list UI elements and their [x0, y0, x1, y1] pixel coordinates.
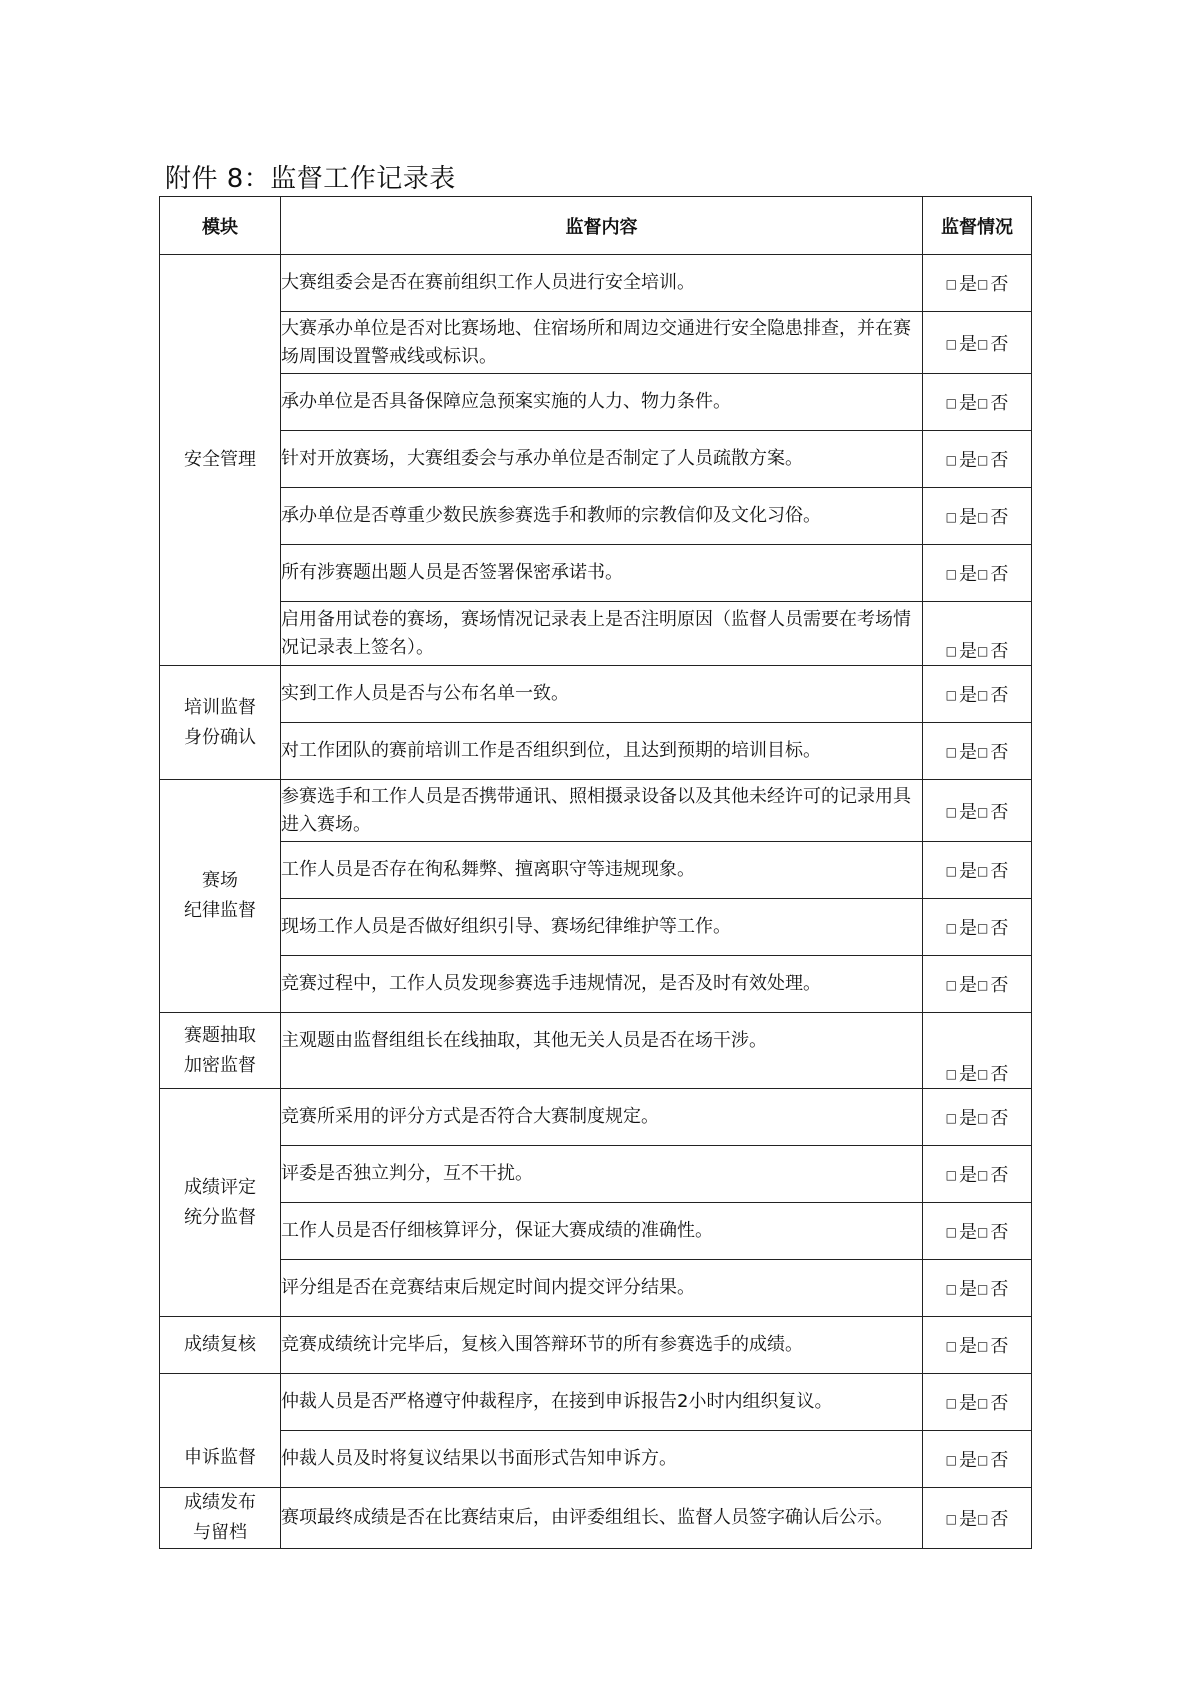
row-content: 竞赛过程中，工作人员发现参赛选手违规情况，是否及时有效处理。 — [281, 956, 923, 1013]
no-checkbox[interactable]: □ — [977, 396, 989, 410]
table-row — [160, 431, 1032, 488]
yes-checkbox[interactable]: □ — [945, 510, 957, 524]
no-checkbox[interactable]: □ — [977, 921, 989, 935]
status-cell: □ 是□ 否 — [923, 1488, 1032, 1549]
header-content: 监督内容 — [281, 197, 923, 255]
status-cell: □ 是□ 否 — [923, 842, 1032, 899]
row-content: 仲裁人员及时将复议结果以书面形式告知申诉方。 — [281, 1431, 923, 1488]
module-publish: 成绩发布 与留档 — [160, 1488, 281, 1549]
status-cell: □ 是□ 否 — [923, 666, 1032, 723]
table-row — [160, 1146, 1032, 1203]
module-topic: 赛题抽取 加密监督 — [160, 1013, 281, 1089]
header-module: 模块 — [160, 197, 281, 255]
header-status: 监督情况 — [923, 197, 1032, 255]
no-checkbox[interactable]: □ — [977, 1453, 989, 1467]
module-training: 培训监督 身份确认 — [160, 666, 281, 780]
row-content: 评委是否独立判分，互不干扰。 — [281, 1146, 923, 1203]
status-cell: □ 是□ 否 — [923, 1203, 1032, 1260]
table-row — [160, 1374, 1032, 1431]
yes-checkbox[interactable]: □ — [945, 1453, 957, 1467]
yes-checkbox[interactable]: □ — [945, 1512, 957, 1526]
table-row — [160, 374, 1032, 431]
status-cell: □ 是□ 否 — [923, 312, 1032, 374]
table-row — [160, 1203, 1032, 1260]
no-checkbox[interactable]: □ — [977, 510, 989, 524]
no-checkbox[interactable]: □ — [977, 1512, 989, 1526]
row-content: 竞赛所采用的评分方式是否符合大赛制度规定。 — [281, 1089, 923, 1146]
row-content: 工作人员是否仔细核算评分，保证大赛成绩的准确性。 — [281, 1203, 923, 1260]
table-row — [160, 842, 1032, 899]
module-discipline: 赛场 纪律监督 — [160, 780, 281, 1013]
table-row — [160, 780, 1032, 842]
row-content: 对工作团队的赛前培训工作是否组织到位，且达到预期的培训目标。 — [281, 723, 923, 780]
status-cell: □ 是□ 否 — [923, 1013, 1032, 1089]
yes-checkbox[interactable]: □ — [945, 1111, 957, 1125]
yes-checkbox[interactable]: □ — [945, 921, 957, 935]
no-checkbox[interactable]: □ — [977, 1339, 989, 1353]
table-row — [160, 899, 1032, 956]
status-cell: □ 是□ 否 — [923, 431, 1032, 488]
no-checkbox[interactable]: □ — [977, 644, 989, 658]
no-checkbox[interactable]: □ — [977, 1067, 989, 1081]
status-cell: □ 是□ 否 — [923, 780, 1032, 842]
table-row — [160, 1089, 1032, 1146]
yes-checkbox[interactable]: □ — [945, 396, 957, 410]
yes-checkbox[interactable]: □ — [945, 804, 957, 819]
row-content: 大赛组委会是否在赛前组织工作人员进行安全培训。 — [281, 255, 923, 312]
yes-checkbox[interactable]: □ — [945, 1282, 957, 1296]
status-cell: □ 是□ 否 — [923, 374, 1032, 431]
table-row — [160, 1260, 1032, 1317]
row-content: 现场工作人员是否做好组织引导、赛场纪律维护等工作。 — [281, 899, 923, 956]
row-content: 主观题由监督组组长在线抽取，其他无关人员是否在场干涉。 — [281, 1013, 923, 1089]
no-checkbox[interactable]: □ — [977, 804, 989, 819]
module-recheck: 成绩复核 — [160, 1317, 281, 1374]
no-checkbox[interactable]: □ — [977, 1396, 989, 1410]
table-row — [160, 666, 1032, 723]
table-row — [160, 956, 1032, 1013]
row-content: 实到工作人员是否与公布名单一致。 — [281, 666, 923, 723]
row-content: 评分组是否在竞赛结束后规定时间内提交评分结果。 — [281, 1260, 923, 1317]
yes-checkbox[interactable]: □ — [945, 1225, 957, 1239]
row-content: 赛项最终成绩是否在比赛结束后，由评委组组长、监督人员签字确认后公示。 — [281, 1488, 923, 1549]
status-cell: □ 是□ 否 — [923, 488, 1032, 545]
table-row — [160, 602, 1032, 666]
module-scoring: 成绩评定 统分监督 — [160, 1089, 281, 1317]
status-cell: □ 是□ 否 — [923, 255, 1032, 312]
row-content: 承办单位是否具备保障应急预案实施的人力、物力条件。 — [281, 374, 923, 431]
yes-checkbox[interactable]: □ — [945, 644, 957, 658]
status-cell: □ 是□ 否 — [923, 1146, 1032, 1203]
yes-checkbox[interactable]: □ — [945, 336, 957, 351]
table-row — [160, 1013, 1032, 1089]
status-cell: □ 是□ 否 — [923, 1431, 1032, 1488]
table-row — [160, 312, 1032, 374]
page-title: 附件 8：监督工作记录表 — [165, 164, 456, 194]
yes-checkbox[interactable]: □ — [945, 978, 957, 992]
status-cell: □ 是□ 否 — [923, 1089, 1032, 1146]
table-row — [160, 1317, 1032, 1374]
status-cell: □ 是□ 否 — [923, 1374, 1032, 1431]
row-content: 承办单位是否尊重少数民族参赛选手和教师的宗教信仰及文化习俗。 — [281, 488, 923, 545]
table-row — [160, 1431, 1032, 1488]
yes-checkbox[interactable]: □ — [945, 567, 957, 581]
status-cell: □ 是□ 否 — [923, 602, 1032, 666]
row-content: 竞赛成绩统计完毕后，复核入围答辩环节的所有参赛选手的成绩。 — [281, 1317, 923, 1374]
module-safety: 安全管理 — [160, 255, 281, 666]
no-checkbox[interactable]: □ — [977, 978, 989, 992]
yes-checkbox[interactable]: □ — [945, 688, 957, 702]
no-checkbox[interactable]: □ — [977, 745, 989, 759]
yes-checkbox[interactable]: □ — [945, 864, 957, 878]
table-row — [160, 255, 1032, 312]
no-checkbox[interactable]: □ — [977, 277, 989, 291]
status-cell: □ 是□ 否 — [923, 899, 1032, 956]
table-header-row — [160, 197, 1032, 255]
yes-checkbox[interactable]: □ — [945, 453, 957, 467]
table-row — [160, 488, 1032, 545]
module-appeal: 申诉监督 — [160, 1374, 281, 1488]
status-cell: □ 是□ 否 — [923, 545, 1032, 602]
no-checkbox[interactable]: □ — [977, 1111, 989, 1125]
table-row — [160, 723, 1032, 780]
no-checkbox[interactable]: □ — [977, 688, 989, 702]
yes-checkbox[interactable]: □ — [945, 745, 957, 759]
status-cell: □ 是□ 否 — [923, 723, 1032, 780]
yes-checkbox[interactable]: □ — [945, 1168, 957, 1182]
row-content: 参赛选手和工作人员是否携带通讯、照相摄录设备以及其他未经许可的记录用具进入赛场。 — [281, 780, 923, 842]
status-cell: □ 是□ 否 — [923, 1317, 1032, 1374]
yes-checkbox[interactable]: □ — [945, 1396, 957, 1410]
yes-checkbox[interactable]: □ — [945, 1067, 957, 1081]
no-checkbox[interactable]: □ — [977, 864, 989, 878]
table-row — [160, 1488, 1032, 1549]
row-content: 工作人员是否存在徇私舞弊、擅离职守等违规现象。 — [281, 842, 923, 899]
no-checkbox[interactable]: □ — [977, 453, 989, 467]
no-checkbox[interactable]: □ — [977, 1225, 989, 1239]
yes-checkbox[interactable]: □ — [945, 277, 957, 291]
status-cell: □ 是□ 否 — [923, 1260, 1032, 1317]
table-row — [160, 545, 1032, 602]
no-checkbox[interactable]: □ — [977, 567, 989, 581]
row-content: 仲裁人员是否严格遵守仲裁程序，在接到申诉报告2小时内组织复议。 — [281, 1374, 923, 1431]
yes-checkbox[interactable]: □ — [945, 1339, 957, 1353]
status-cell: □ 是□ 否 — [923, 956, 1032, 1013]
row-content: 启用备用试卷的赛场，赛场情况记录表上是否注明原因（监督人员需要在考场情况记录表上签名）。 — [281, 602, 923, 666]
row-content: 所有涉赛题出题人员是否签署保密承诺书。 — [281, 545, 923, 602]
supervision-record-table — [159, 196, 1032, 1549]
row-content: 针对开放赛场，大赛组委会与承办单位是否制定了人员疏散方案。 — [281, 431, 923, 488]
row-content: 大赛承办单位是否对比赛场地、住宿场所和周边交通进行安全隐患排查，并在赛场周围设置警戒线或标识。 — [281, 312, 923, 374]
no-checkbox[interactable]: □ — [977, 1168, 989, 1182]
no-checkbox[interactable]: □ — [977, 336, 989, 351]
no-checkbox[interactable]: □ — [977, 1282, 989, 1296]
